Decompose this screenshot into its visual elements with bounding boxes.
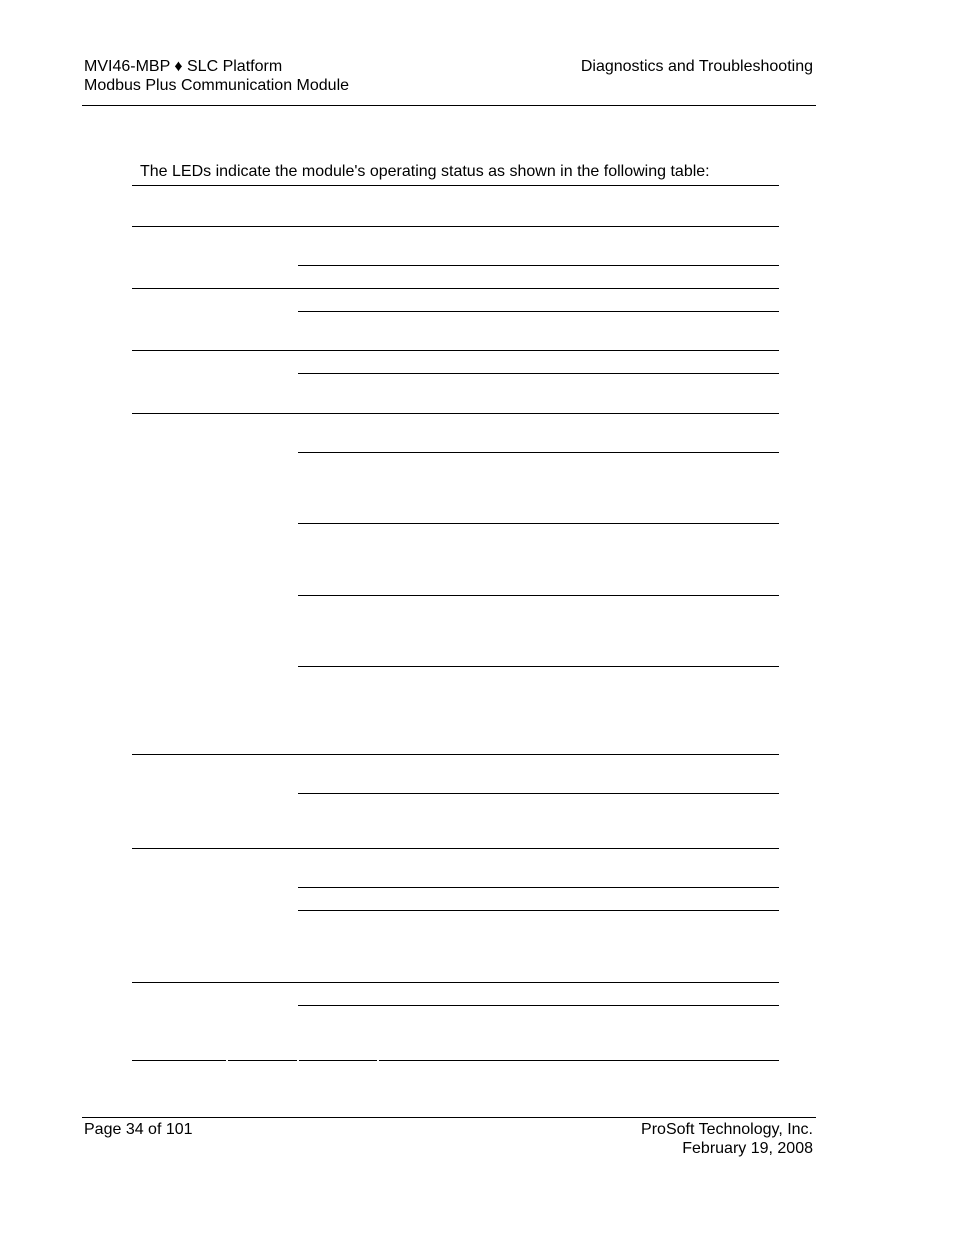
table-rule xyxy=(132,226,779,227)
header-rule xyxy=(82,105,816,106)
table-rule xyxy=(132,185,779,186)
footer-page-number: Page 34 of 101 xyxy=(84,1121,193,1138)
table-rule xyxy=(298,595,779,596)
header-module: Modbus Plus Communication Module xyxy=(84,77,350,94)
table-rule xyxy=(298,523,779,524)
table-rule xyxy=(299,1060,377,1061)
footer-rule xyxy=(82,1117,816,1118)
table-rule xyxy=(132,350,779,351)
table-rule xyxy=(298,311,779,312)
table-rule xyxy=(132,1060,226,1061)
table-rule xyxy=(132,848,779,849)
table-rule xyxy=(298,910,779,911)
table-rule xyxy=(132,413,779,414)
table-rule xyxy=(298,373,779,374)
table-rule xyxy=(228,1060,297,1061)
header-product: MVI46-MBP ♦ SLC Platform xyxy=(84,58,283,75)
table-rule xyxy=(298,452,779,453)
table-rule xyxy=(132,982,779,983)
table-rule xyxy=(298,1005,779,1006)
intro-text: The LEDs indicate the module's operating status as shown in the following table: xyxy=(140,163,710,180)
footer-company: ProSoft Technology, Inc. xyxy=(641,1121,813,1138)
table-rule xyxy=(298,265,779,266)
table-rule xyxy=(298,666,779,667)
table-rule xyxy=(379,1060,779,1061)
table-rule xyxy=(132,754,779,755)
table-rule xyxy=(132,288,779,289)
table-rule xyxy=(298,887,779,888)
header-left xyxy=(84,57,349,95)
table-rule xyxy=(298,793,779,794)
footer-right xyxy=(641,1120,813,1158)
footer-date: February 19, 2008 xyxy=(682,1140,813,1157)
header-section: Diagnostics and Troubleshooting xyxy=(580,58,813,75)
